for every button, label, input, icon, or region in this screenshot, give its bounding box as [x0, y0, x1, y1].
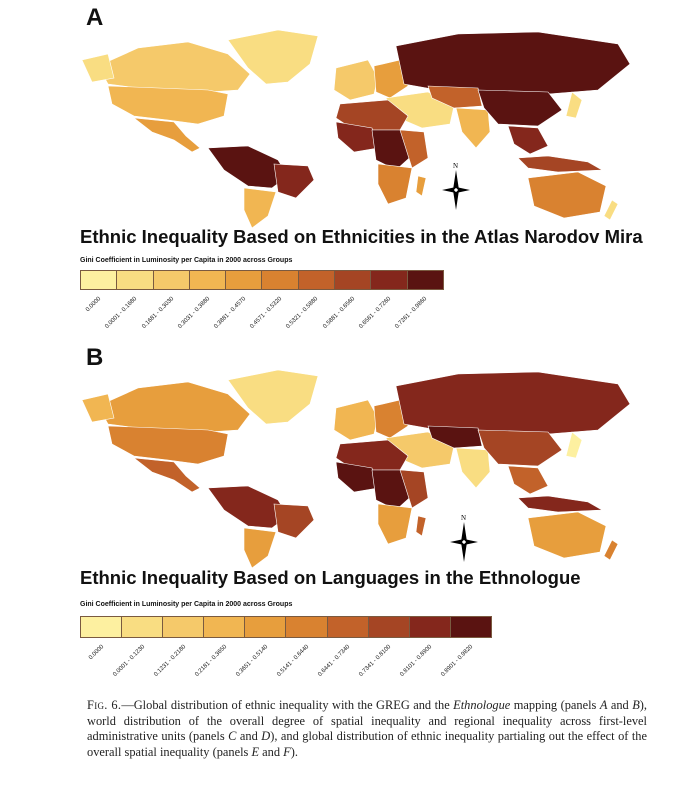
legend-tick-label: 0.1231 - 0.2180	[152, 644, 187, 678]
legend-tick-label: 0.8901 - 0.9820	[439, 644, 474, 678]
world-map-a	[78, 20, 638, 230]
southeast-asia	[508, 126, 548, 154]
compass-rose-a	[438, 160, 474, 216]
legend-swatch	[335, 271, 371, 289]
legend-swatch	[163, 617, 204, 637]
legend-swatch	[117, 271, 153, 289]
south-america-south	[244, 188, 276, 228]
figure-caption: Fig. 6.—Global distribution of ethnic inequality with the GREG and the Ethnologue mapping (panels A and B), world distribution of the overall degree of spatial inequality and regional inequality across first-level administrative units (panels C and D), and global distribution of ethnic inequality partialing out the effect of the overall spatial inequality (panels E and F).	[87, 698, 648, 759]
legend-swatch	[81, 617, 122, 637]
canada	[98, 42, 250, 92]
legend-tick-label: 0.7341 - 0.8100	[357, 644, 392, 678]
legend-tick-label: 0.2181 - 0.3650	[193, 644, 228, 678]
legend-swatch	[371, 271, 407, 289]
legend-swatch	[299, 271, 335, 289]
legend-bar-a	[80, 270, 444, 290]
russia	[396, 32, 630, 94]
legend-swatch	[122, 617, 163, 637]
north-label: N	[453, 162, 459, 170]
legend-swatch	[408, 271, 443, 289]
legend-swatch	[328, 617, 369, 637]
indonesia	[518, 496, 602, 512]
indonesia	[518, 156, 602, 172]
south-america-east	[274, 164, 314, 198]
legend-tick-label: 0.5321 - 0.5880	[285, 296, 320, 330]
legend-tick-label: 0.5141 - 0.6440	[275, 644, 310, 678]
russia	[396, 372, 630, 434]
south-america-east	[274, 504, 314, 538]
australia	[528, 172, 606, 218]
compass-rose-b	[446, 512, 482, 568]
south-america-south	[244, 528, 276, 568]
new-zealand	[604, 200, 618, 220]
caption-fig-label: Fig. 6.	[87, 698, 122, 712]
legend-tick-label: 0.0000	[85, 296, 103, 314]
legend-tick-label: 0.4571 - 0.5320	[249, 296, 284, 330]
legend-tick-label: 0.0001 - 0.1230	[111, 644, 146, 678]
legend-tick-label: 0.3031 - 0.3880	[176, 296, 211, 330]
europe-west	[334, 60, 378, 100]
alaska	[82, 394, 114, 422]
madagascar	[416, 176, 426, 196]
legend-swatch	[451, 617, 491, 637]
legend-swatch	[226, 271, 262, 289]
madagascar	[416, 516, 426, 536]
caption-text: —Global distribution of ethnic inequality with the GREG and the	[121, 698, 454, 712]
legend-tick-label: 0.3651 - 0.5140	[234, 644, 269, 678]
southern-africa	[378, 504, 412, 544]
india	[456, 448, 490, 488]
north-label: N	[461, 514, 467, 522]
usa	[108, 426, 228, 464]
map-title-a: Ethnic Inequality Based on Ethnicities in the Atlas Narodov Mira	[80, 226, 643, 247]
legend-title-b: Gini Coefficient in Luminosity per Capita in 2000 across Groups	[80, 601, 293, 608]
china	[478, 430, 562, 466]
china	[478, 90, 562, 126]
world-map-b	[78, 360, 638, 570]
legend-tick-label: 0.3881 - 0.4570	[213, 296, 248, 330]
legend-tick-label: 0.5881 - 0.6560	[321, 296, 356, 330]
japan	[566, 432, 582, 458]
legend-swatch	[369, 617, 410, 637]
japan	[566, 92, 582, 118]
southeast-asia	[508, 466, 548, 494]
legend-swatch	[286, 617, 327, 637]
legend-tick-label: 0.1681 - 0.3030	[140, 296, 175, 330]
legend-tick-label: 0.0001 - 0.1680	[104, 296, 139, 330]
usa	[108, 86, 228, 124]
legend-tick-label: 0.7261 - 0.9860	[394, 296, 429, 330]
canada	[98, 382, 250, 432]
panel-a-letter: A	[86, 4, 104, 31]
legend-bar-b	[80, 616, 492, 638]
legend-swatch	[410, 617, 451, 637]
southern-africa	[378, 164, 412, 204]
legend-swatch	[245, 617, 286, 637]
panel-b-letter: B	[86, 344, 104, 371]
legend-tick-label: 0.8101 - 0.8900	[398, 644, 433, 678]
india	[456, 108, 490, 148]
legend-tick-label: 0.6441 - 0.7340	[316, 644, 351, 678]
legend-tick-label: 0.0000	[87, 644, 105, 662]
legend-swatch	[81, 271, 117, 289]
alaska	[82, 54, 114, 82]
legend-swatch	[190, 271, 226, 289]
legend-tick-label: 0.6561 - 0.7260	[357, 296, 392, 330]
europe-west	[334, 400, 378, 440]
legend-swatch	[262, 271, 298, 289]
australia	[528, 512, 606, 558]
legend-swatch	[154, 271, 190, 289]
map-title-b: Ethnic Inequality Based on Languages in the Ethnologue	[80, 567, 581, 588]
legend-title-a: Gini Coefficient in Luminosity per Capita in 2000 across Groups	[80, 257, 293, 264]
legend-swatch	[204, 617, 245, 637]
new-zealand	[604, 540, 618, 560]
